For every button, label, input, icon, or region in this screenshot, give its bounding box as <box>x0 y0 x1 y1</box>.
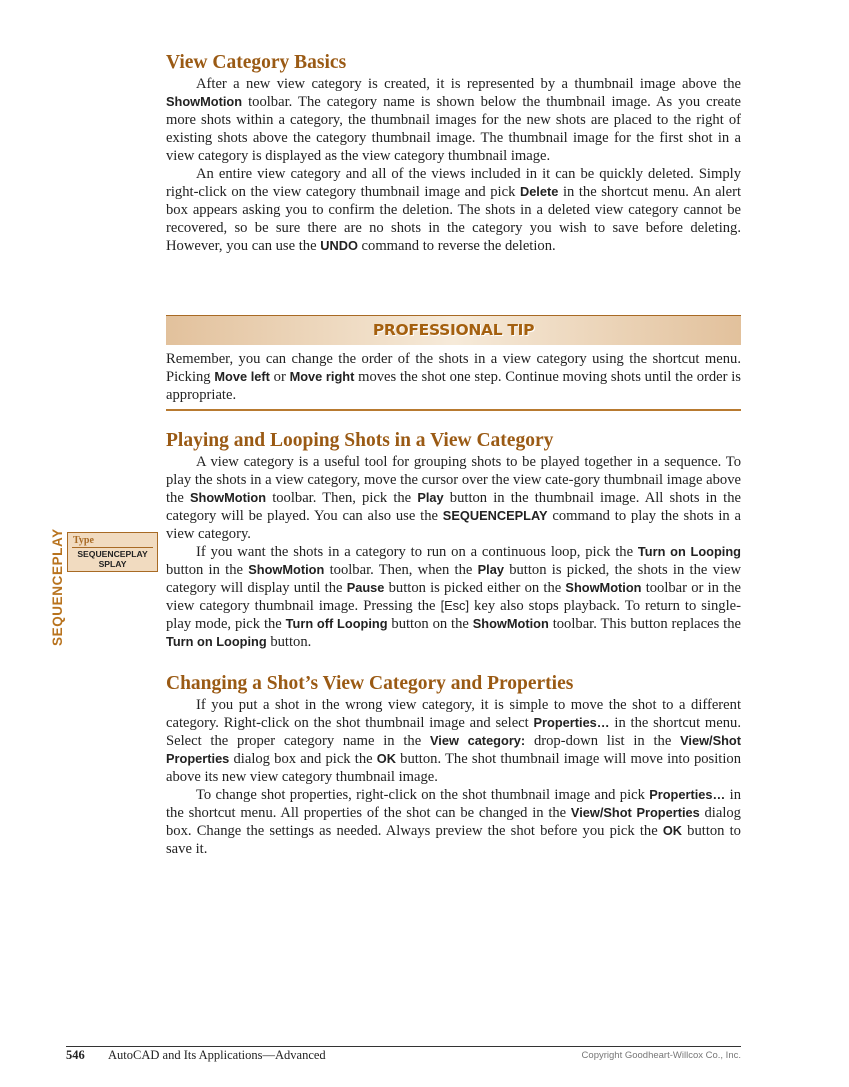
section-view-category-basics <box>166 51 741 255</box>
text-run: button is picked, the shots in the view category will display until the <box>166 562 741 596</box>
text-run: command to reverse the deletion. <box>357 238 556 254</box>
text-run: button is picked either on the <box>384 580 566 596</box>
text-run: button in the <box>166 562 249 578</box>
text-run: An entire view category and all of the views included in it can be quickly deleted. Simply right-click on the view category thumbnail image and pick <box>166 166 741 200</box>
ui-term: Properties… <box>649 787 726 802</box>
text-run: button. <box>266 634 312 650</box>
text-run: in the shortcut menu. An alert box appears asking you to confirm the deletion. The shots in a deleted view category cannot be recovered, so be sure there are no shots in the category you wish to save before deleting. However, you can use the <box>166 184 741 254</box>
text-run: dialog box. Change the settings as needed. Always preview the shot before you pick the <box>166 805 741 839</box>
ui-term: SEQUENCEPLAY <box>442 508 548 523</box>
page-footer <box>66 1046 741 1062</box>
section-heading: Playing and Looping Shots in a View Category <box>166 430 554 451</box>
ui-term: Play <box>417 490 444 505</box>
body-paragraph <box>166 786 741 858</box>
body-paragraph <box>166 165 741 255</box>
text-run: After a new view category is created, it is represented by a thumbnail image above the <box>196 76 741 92</box>
ui-term: View/Shot Properties <box>166 733 742 766</box>
ui-term: View/Shot Properties <box>570 805 700 820</box>
text-run: drop-down list in the <box>525 733 681 749</box>
page-number: 546 <box>66 1048 85 1062</box>
copyright: Copyright Goodheart-Willcox Co., Inc. <box>581 1050 741 1061</box>
ui-term: View category: <box>429 733 526 748</box>
ui-term: ShowMotion <box>189 490 267 505</box>
ui-term: OK <box>662 823 683 838</box>
ui-term: Turn off Looping <box>285 616 388 631</box>
tip-bottom-rule <box>166 409 741 411</box>
ui-term: Turn on Looping <box>637 544 742 559</box>
body-paragraph <box>166 453 741 543</box>
body-paragraph <box>166 696 741 786</box>
ui-term: ShowMotion <box>472 616 549 631</box>
text-run: A view category is a useful tool for grouping shots to be played together in a sequence. To play the shots in a view category, move the cursor over the view cate-gory thumbnail image above the <box>166 454 741 506</box>
body-paragraph <box>166 75 741 165</box>
text-run: button on the <box>387 616 473 632</box>
type-divider <box>72 547 153 548</box>
body-paragraph <box>166 543 741 651</box>
ui-term: Play <box>477 562 504 577</box>
ui-term: Pause <box>346 580 385 595</box>
ui-term: ShowMotion <box>565 580 642 595</box>
text-run: button. The shot thumbnail image will move into position above its new view category thumbnail image. <box>166 751 741 785</box>
ui-term: Move left <box>214 369 270 384</box>
ui-term: [Esc] <box>440 598 470 613</box>
text-run: toolbar or in the view category thumbnail image. Pressing the <box>166 580 741 614</box>
text-run: in the shortcut menu. All properties of the shot can be changed in the <box>166 787 741 821</box>
text-run: button in the thumbnail image. All shots in the category will be played. You can also use the <box>166 490 741 524</box>
body-paragraph <box>166 350 741 404</box>
professional-tip-body <box>166 350 741 404</box>
text-run: moves the shot one step. Continue moving shots until the order is appropriate. <box>166 369 741 403</box>
section-playing-looping <box>166 429 741 651</box>
text-run: toolbar. Then, when the <box>324 562 478 578</box>
section-heading: View Category Basics <box>166 52 347 73</box>
text-run: toolbar. This button replaces the <box>548 616 742 632</box>
ui-term: UNDO <box>320 238 358 253</box>
professional-tip-banner <box>166 315 741 345</box>
ui-term: Properties… <box>533 715 610 730</box>
ui-term: ShowMotion <box>166 94 243 109</box>
text-run: If you put a shot in the wrong view category, it is simple to move the shot to a different category. Right-click on the shot thumbnail image and select <box>166 697 741 731</box>
text-run: dialog box and pick the <box>229 751 377 767</box>
ui-term: Move right <box>289 369 355 384</box>
ui-term: Delete <box>519 184 559 199</box>
ui-term: OK <box>376 751 396 766</box>
section-changing-category <box>166 672 741 858</box>
text-run: button to save it. <box>166 823 741 857</box>
text-run: Remember, you can change the order of the shots in a view category using the shortcut menu. Picking <box>166 351 741 385</box>
text-run: To change shot properties, right-click on the shot thumbnail image and pick <box>196 787 650 803</box>
type-entry: SEQUENCEPLAY <box>77 549 148 559</box>
text-run: toolbar. Then, pick the <box>266 490 418 506</box>
type-command-box <box>67 532 158 572</box>
text-run: or <box>269 369 290 385</box>
text-run: toolbar. The category name is shown below the thumbnail image. As you create more shots within a category, the thumbnail images for the new shots are placed to the right of existing shots above the category thumbnail image. The thumbnail image for the first shot in a view category is displayed as the view category thumbnail image. <box>166 94 741 164</box>
text-run: key also stops playback. To return to single-play mode, pick the <box>166 598 741 632</box>
tip-title: PROFESSIONAL TIP <box>372 321 535 339</box>
ui-term: ShowMotion <box>248 562 325 577</box>
text-run: If you want the shots in a category to run on a continuous loop, pick the <box>196 544 638 560</box>
text-run: in the shortcut menu. Select the proper category name in the <box>166 715 741 749</box>
section-heading: Changing a Shot’s View Category and Properties <box>166 673 574 694</box>
text-run: command to play the shots in a view category. <box>166 508 741 542</box>
margin-command-label: SEQUENCEPLAY <box>50 528 65 646</box>
type-label: Type <box>73 535 94 546</box>
type-entry: SPLAY <box>98 559 127 569</box>
book-title: AutoCAD and Its Applications—Advanced <box>108 1048 326 1062</box>
ui-term: Turn on Looping <box>166 634 267 649</box>
